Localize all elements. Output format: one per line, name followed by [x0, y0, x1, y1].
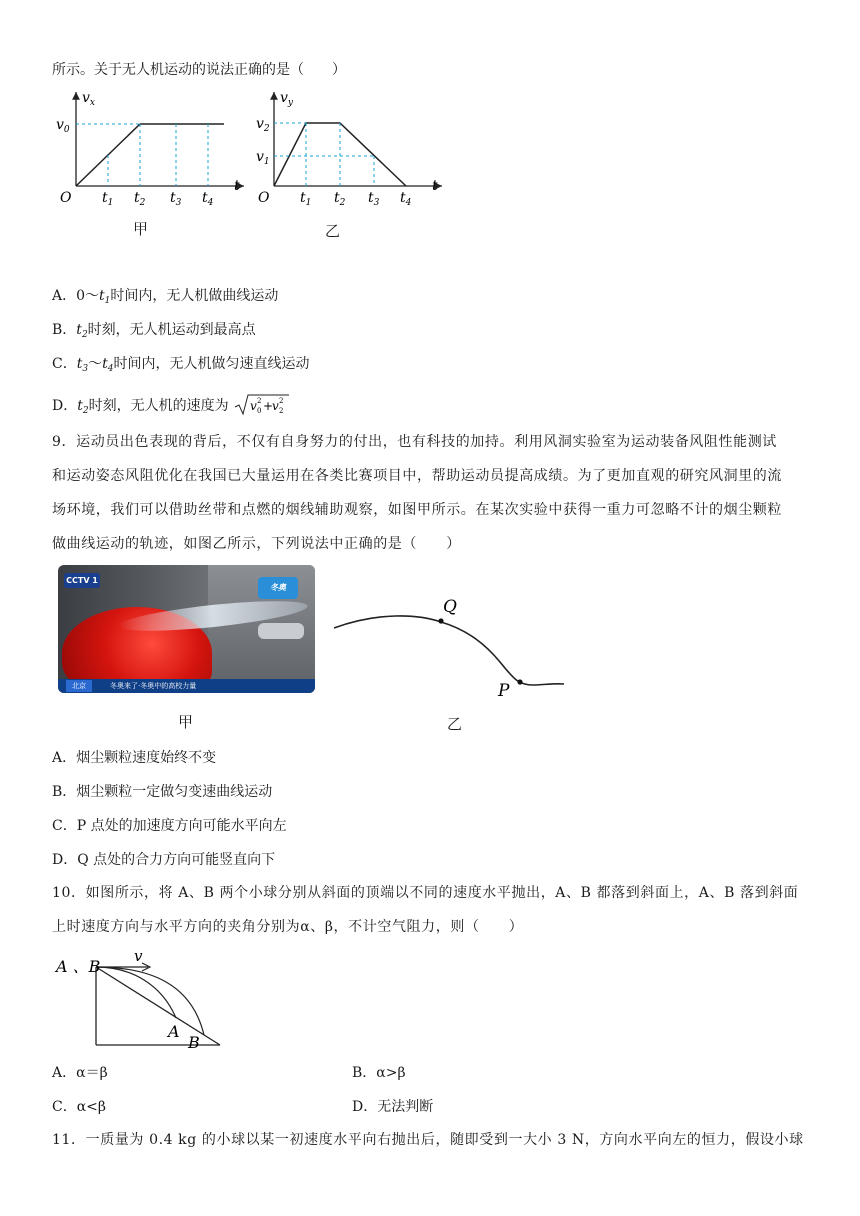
q9-figure-yi-caption: 乙: [447, 715, 463, 733]
sqrt-formula: [233, 393, 291, 417]
svg-text:2: 2: [257, 397, 262, 405]
incline-projectile-figure: [52, 945, 237, 1053]
yi-origin: O: [258, 190, 270, 206]
q9-option-b: B．烟尘颗粒一定做匀变速曲线运动: [52, 784, 273, 800]
velocity-label: v: [134, 947, 143, 965]
cctv-logo: CCTV 1: [64, 573, 100, 588]
figure-jia-caption: 甲: [133, 220, 149, 238]
jia-x-tick-t2: t: [134, 190, 140, 206]
svg-text:v1: $v_1$: [256, 149, 270, 167]
svg-text:vy: $v_y$: [280, 90, 294, 108]
wind-tunnel-photo: [58, 565, 315, 693]
q8-option-a: A．$0\sim t_1$时间内，无人机做曲线运动: [52, 288, 279, 306]
svg-text:t2: $t_2$: [334, 190, 346, 208]
jia-x-axis-label: t: [234, 178, 240, 194]
yi-y-tick-v2: v: [256, 116, 264, 132]
q10-stem-line1: 10．如图所示，将 A、B 两个小球分别从斜面的顶端以不同的速度水平抛出，A、B 都落到斜面上，A、B 落到斜面: [52, 885, 799, 901]
q9-option-a: A．烟尘颗粒速度始终不变: [52, 750, 217, 766]
yi-x-tick-t3: t: [368, 190, 374, 206]
q10-option-a: A．α＝β: [52, 1065, 108, 1081]
q9-stem-line1: 9．运动员出色表现的背后，不仅有自身努力的付出，也有科技的加持。利用风洞实验室为运动装备风阻性能测试: [52, 434, 777, 450]
q10-option-d: D．无法判断: [352, 1099, 434, 1115]
jia-x-tick-t1: t: [102, 190, 108, 206]
svg-text:v: v: [272, 399, 279, 413]
svg-text:0: 0: [257, 407, 262, 415]
yi-y-tick-v1: v: [256, 149, 264, 165]
q10-option-c: C．α<β: [52, 1099, 106, 1115]
figure-yi-caption: 乙: [325, 222, 341, 240]
jia-x-tick-t3: t: [170, 190, 176, 206]
q9-option-c: C．P 点处的加速度方向可能水平向左: [52, 818, 287, 834]
svg-text:2: 2: [279, 407, 284, 415]
jia-origin: O: [60, 190, 72, 206]
q9-stem-line4: 做曲线运动的轨迹，如图乙所示，下列说法中正确的是（ ）: [52, 536, 461, 552]
landing-a-label: A: [168, 1022, 180, 1041]
figure-yi-vy-graph: [250, 88, 450, 208]
svg-text:t3: $t_3$: [368, 190, 380, 208]
svg-text:v0: $v_0$: [56, 117, 70, 135]
figure-jia-vx-graph: [52, 88, 252, 208]
jia-x-tick-t4: t: [202, 190, 208, 206]
broadcast-badge: 冬奥: [258, 577, 298, 599]
q9-stem-line2: 和运动姿态风阻优化在我国已大量运用在各类比赛项目中，帮助运动员提高成绩。为了更加直观的研究风洞里的流: [52, 468, 782, 484]
svg-text:t1: $t_1$: [300, 190, 312, 208]
svg-text:t4: $t_4$: [400, 190, 412, 208]
svg-text:vx: $v_x$: [82, 90, 95, 108]
yi-x-tick-t2: t: [334, 190, 340, 206]
point-p-label: P: [498, 681, 510, 701]
svg-text:v: v: [250, 399, 257, 413]
yi-y-axis-label: v: [280, 90, 288, 106]
q9-stem-line3: 场环境，我们可以借助丝带和点燃的烟线辅助观察，如图甲所示。在某次实验中获得一重力可忽略不计的烟尘颗粒: [52, 502, 782, 518]
svg-text:t4: $t_4$: [202, 190, 214, 208]
q8-stem: 所示。关于无人机运动的说法正确的是（ ）: [52, 62, 346, 78]
q10-option-b: B．α>β: [352, 1065, 406, 1081]
svg-text:v2: $v_2$: [256, 116, 270, 134]
particle-trajectory-figure: [328, 590, 578, 710]
a-b-top-label: A 、B: [56, 957, 101, 976]
smoke-nozzle: [258, 623, 304, 639]
jia-y-tick-v0: v: [56, 117, 64, 133]
jia-y-axis-label: v: [82, 90, 90, 106]
svg-text:t3: $t_3$: [170, 190, 182, 208]
q11-stem-line1: 11．一质量为 0.4 kg 的小球以某一初速度水平向右抛出后，随即受到一大小 3 N，方向水平向左的恒力，假设小球: [52, 1132, 804, 1148]
svg-text:+: +: [263, 399, 274, 413]
landing-b-label: B: [188, 1033, 200, 1052]
q10-stem-line2: 上时速度方向与水平方向的夹角分别为α、β，不计空气阻力，则（ ）: [52, 919, 524, 935]
yi-x-axis-label: t: [432, 178, 438, 194]
yi-x-tick-t1: t: [300, 190, 306, 206]
svg-text:t2: $t_2$: [134, 190, 146, 208]
q9-figure-jia-caption: 甲: [178, 713, 194, 731]
q8-option-c: C．$t_3\sim t_4$时间内，无人机做匀速直线运动: [52, 356, 310, 374]
q8-option-d: D．$t_2$时刻，无人机的速度为 v 0 2 + v 2 2: [52, 393, 291, 420]
svg-text:t1: $t_1$: [102, 190, 114, 208]
svg-text:2: 2: [279, 397, 284, 405]
news-caption-bar: 北京 冬奥来了·冬奥中的高校力量: [58, 679, 315, 693]
yi-x-tick-t4: t: [400, 190, 406, 206]
q9-option-d: D．Q 点处的合力方向可能竖直向下: [52, 852, 276, 868]
point-q-label: Q: [443, 597, 457, 617]
q8-option-b: B．$t_2$时刻，无人机运动到最高点: [52, 322, 256, 340]
